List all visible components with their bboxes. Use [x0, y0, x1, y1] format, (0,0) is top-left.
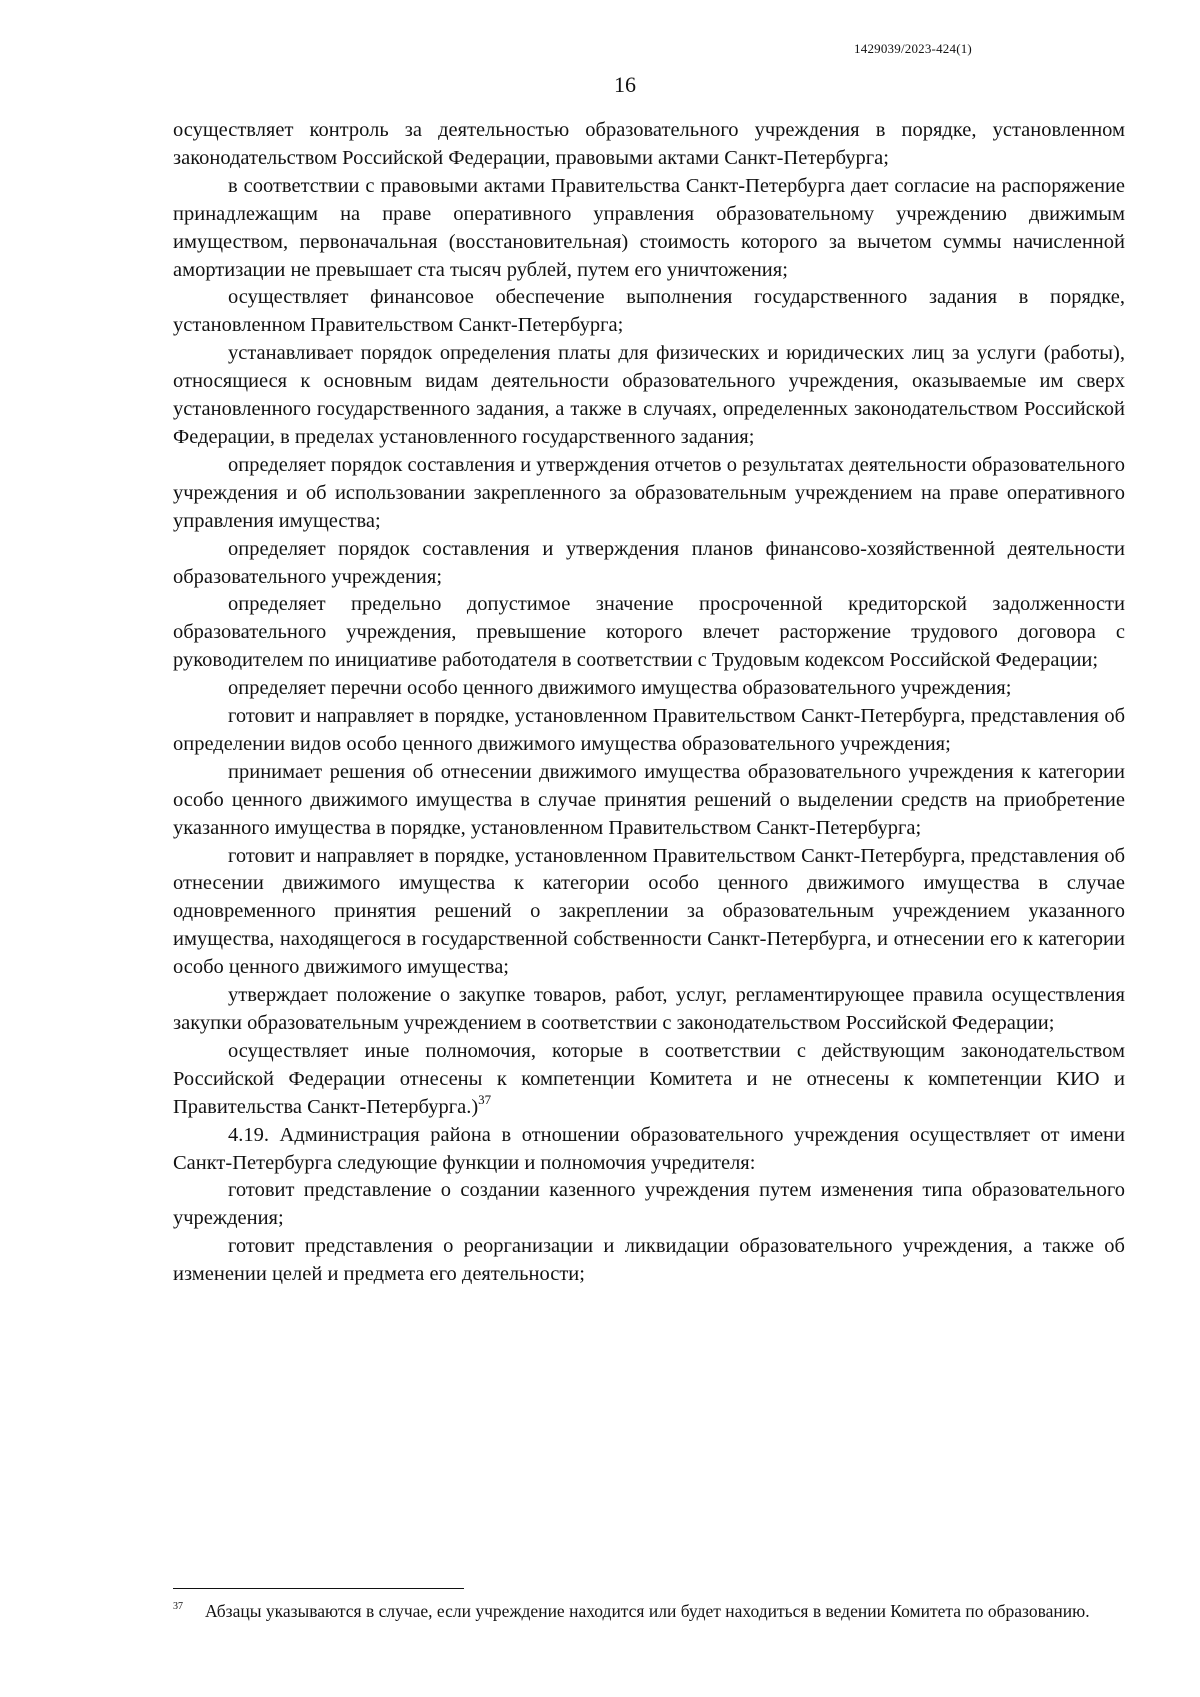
paragraph: осуществляет контроль за деятельностью образовательного учреждения в порядке, установленном законодательством Российской Федерации, правовыми актами Санкт-Петербурга;	[173, 119, 1125, 169]
footnote-text: Абзацы указываются в случае, если учреждение находится или будет находиться в ведении Комитета по образованию.	[205, 1601, 1090, 1621]
paragraph-text: осуществляет иные полномочия, которые в соответствии с действующим законодательством Российской Федерации отнесены к компетенции Комитета и не отнесены к компетенции КИО и Правительства Санкт-Петербурга.)	[173, 1039, 1125, 1118]
paragraph: определяет порядок составления и утверждения планов финансово-хозяйственной деятельности образовательного учреждения;	[173, 537, 1125, 588]
document-id: 1429039/2023-424(1)	[854, 41, 972, 56]
footnote-separator	[173, 1588, 464, 1589]
paragraph: в соответствии с правовыми актами Правительства Санкт-Петербурга дает согласие на распоряжение принадлежащим на праве оперативного управления образовательному учреждению движимым имуществом, первоначальная (восстановительная) стоимость которого за вычетом суммы начисленной амортизации не превышает ста тысяч рублей, путем его уничтожения;	[173, 174, 1125, 281]
paragraph-with-footnote	[173, 1038, 1125, 1122]
paragraph: устанавливает порядок определения платы для физических и юридических лиц за услуги (работы), относящиеся к основным видам деятельности образовательного учреждения, оказываемые им сверх установленного государственного задания, а также в случаях, определенных законодательством Российской Федерации, в пределах установленного государственного задания;	[173, 342, 1125, 448]
paragraph: готовит и направляет в порядке, установленном Правительством Санкт-Петербурга, представления об определении видов особо ценного движимого имущества образовательного учреждения;	[173, 705, 1125, 755]
paragraph: определяет порядок составления и утверждения отчетов о результатах деятельности образовательного учреждения и об использовании закрепленного за образовательным учреждением на праве оперативного управления имущества;	[173, 453, 1125, 532]
paragraph: готовит представления о реорганизации и ликвидации образовательного учреждения, а также об изменении целей и предмета его деятельности;	[173, 1235, 1125, 1286]
paragraph: готовит представление о создании казенного учреждения путем изменения типа образовательного учреждения;	[173, 1179, 1125, 1230]
page-number: 16	[614, 72, 636, 97]
footnote-number: 37	[173, 1601, 183, 1612]
paragraph: принимает решения об отнесении движимого имущества образовательного учреждения к категории особо ценного движимого имущества в случае принятия решений о выделении средств на приобретение указанного имущества в порядке, установленном Правительством Санкт-Петербурга;	[173, 760, 1125, 839]
footnote-reference[interactable]: 37	[478, 1091, 492, 1107]
paragraph: определяет предельно допустимое значение просроченной кредиторской задолженности образовательного учреждения, превышение которого влечет расторжение трудового договора с руководителем по инициативе работодателя в соответствии с Трудовым кодексом Российской Федерации;	[173, 593, 1125, 672]
paragraph: определяет перечни особо ценного движимого имущества образовательного учреждения;	[228, 677, 1012, 700]
section-paragraph: 4.19. Администрация района в отношении образовательного учреждения осуществляет от имени Санкт-Петербурга следующие функции и полномочия учредителя:	[173, 1123, 1125, 1174]
paragraph: готовит и направляет в порядке, установленном Правительством Санкт-Петербурга, представления об отнесении движимого имущества к категории особо ценного движимого имущества в случае одновременного принятия решений о закреплении за образовательным учреждением указанного имущества, находящегося в государственной собственности Санкт-Петербурга, и отнесении его к категории особо ценного движимого имущества;	[173, 844, 1125, 979]
body-text	[173, 117, 1125, 1289]
paragraph: осуществляет финансовое обеспечение выполнения государственного задания в порядке, установленном Правительством Санкт-Петербурга;	[173, 286, 1125, 337]
paragraph: утверждает положение о закупке товаров, работ, услуг, регламентирующее правила осуществления закупки образовательным учреждением в соответствии с законодательством Российской Федерации;	[173, 984, 1125, 1034]
footnote	[173, 1599, 1125, 1623]
